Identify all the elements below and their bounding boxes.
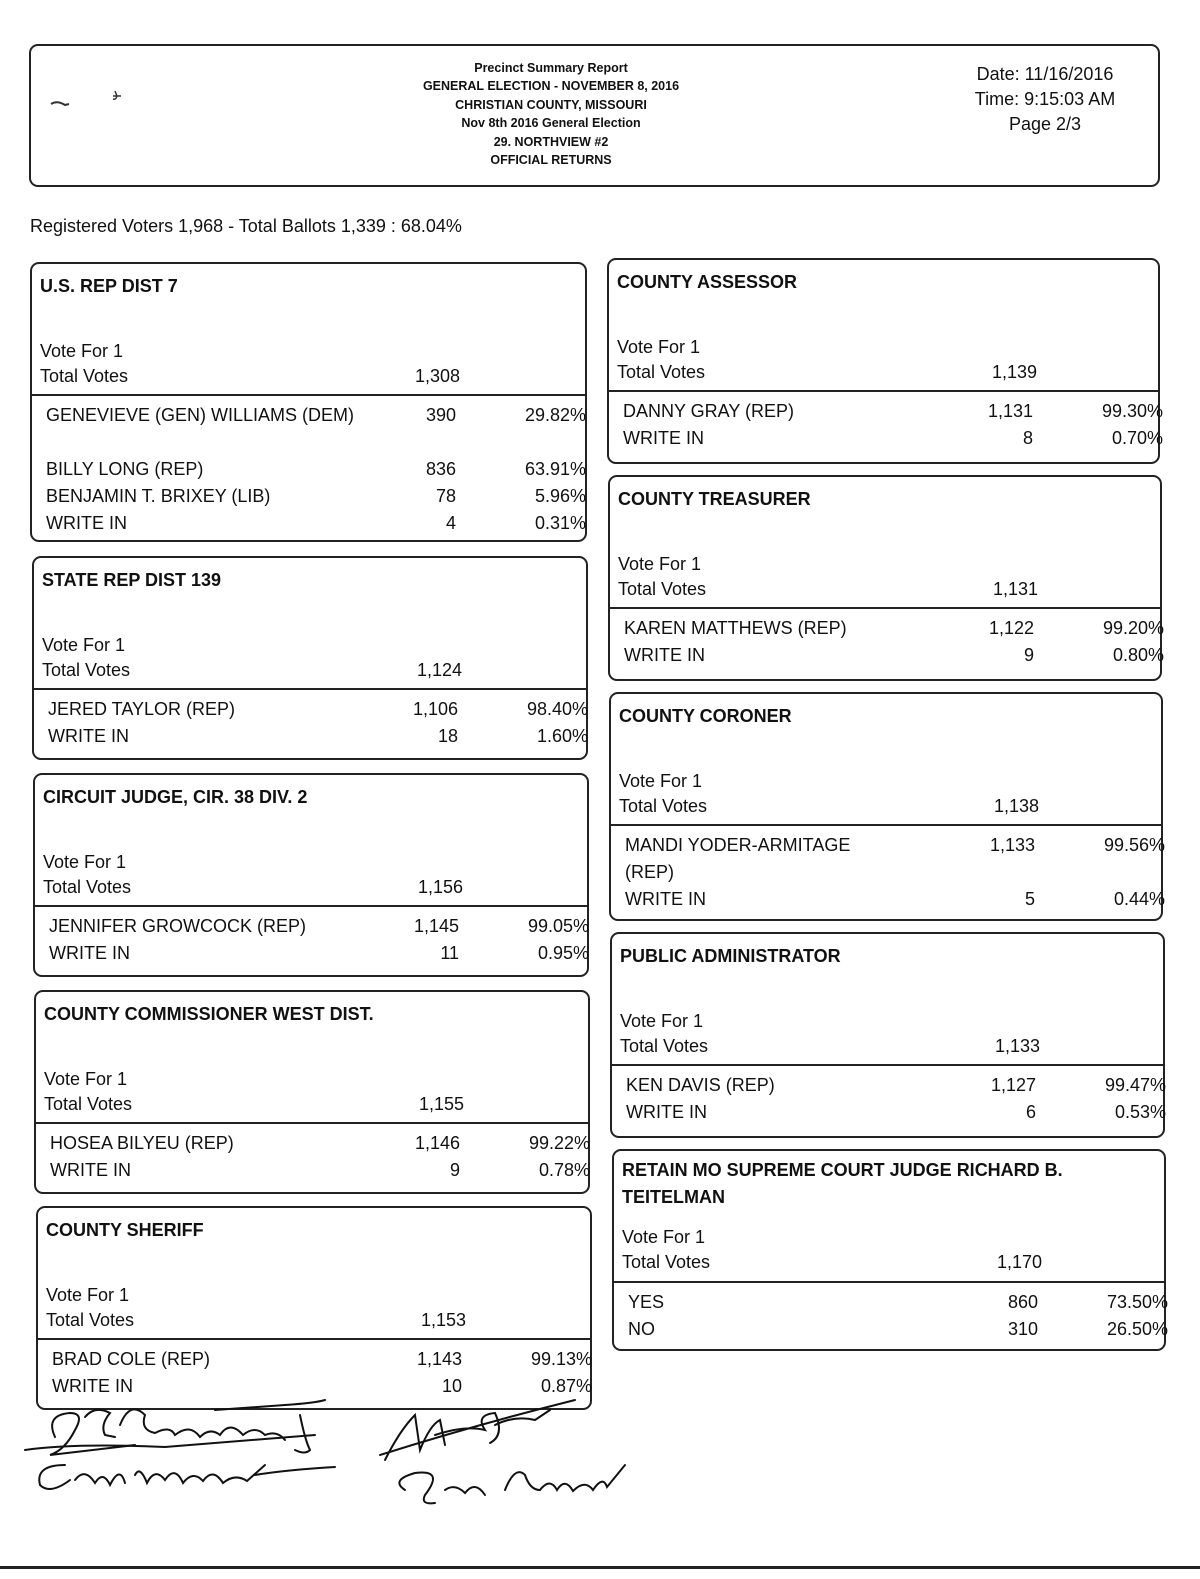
total-votes-label: Total Votes xyxy=(40,366,129,386)
divider xyxy=(614,1281,1164,1283)
divider xyxy=(610,607,1160,609)
candidate-row xyxy=(624,642,1164,669)
candidate-row xyxy=(626,1099,1166,1126)
total-votes-label: Total Votes xyxy=(620,1036,709,1056)
race-box xyxy=(36,1206,592,1410)
candidate-name: WRITE IN xyxy=(624,645,705,665)
candidate-votes: 9 xyxy=(1023,645,1034,665)
candidate-row xyxy=(50,1157,590,1184)
candidate-row xyxy=(625,832,1165,886)
vote-for-label: Vote For 1 xyxy=(622,1227,706,1247)
candidate-row xyxy=(48,723,588,750)
race-title: COUNTY TREASURER xyxy=(618,489,811,509)
total-votes-value: 1,138 xyxy=(993,796,1039,816)
report-meta xyxy=(940,62,1150,137)
report-date: Date: 11/16/2016 xyxy=(976,64,1114,84)
divider xyxy=(36,1122,588,1124)
candidate-row xyxy=(628,1316,1168,1343)
race-box xyxy=(34,990,590,1194)
candidate-votes: 390 xyxy=(425,405,456,425)
page-number: Page 2/3 xyxy=(1008,114,1082,134)
candidate-row xyxy=(46,402,586,456)
candidate-votes: 1,127 xyxy=(990,1075,1036,1095)
returns-status: OFFICIAL RETURNS xyxy=(490,153,612,168)
candidate-percent: 0.70% xyxy=(1111,428,1163,448)
total-votes-value: 1,124 xyxy=(416,660,462,680)
candidate-row xyxy=(46,510,586,537)
candidate-row xyxy=(624,615,1164,642)
race-title: COUNTY ASSESSOR xyxy=(617,272,798,292)
candidate-votes: 1,145 xyxy=(413,916,459,936)
vote-for-label: Vote For 1 xyxy=(43,852,127,872)
candidate-name: BILLY LONG (REP) xyxy=(46,459,204,479)
candidate-row xyxy=(626,1072,1166,1099)
divider xyxy=(35,905,587,907)
race-box xyxy=(607,258,1163,464)
vote-for-label: Vote For 1 xyxy=(617,337,701,357)
report-title-block xyxy=(331,59,771,169)
race-box xyxy=(610,932,1165,1138)
candidate-name: BENJAMIN T. BRIXEY (LIB) xyxy=(46,486,271,506)
candidate-name: WRITE IN xyxy=(623,428,704,448)
race-box xyxy=(32,556,588,760)
race-title: STATE REP DIST 139 xyxy=(42,570,222,590)
candidate-name: KAREN MATTHEWS (REP) xyxy=(624,618,847,638)
total-votes-value: 1,308 xyxy=(414,366,460,386)
candidate-votes: 10 xyxy=(441,1376,462,1396)
election-label: Nov 8th 2016 General Election xyxy=(461,116,641,131)
candidate-row xyxy=(623,425,1163,452)
scan-mark-icon xyxy=(47,88,127,118)
report-time: Time: 9:15:03 AM xyxy=(974,89,1116,109)
candidate-votes: 1,146 xyxy=(414,1133,460,1153)
total-votes-value: 1,139 xyxy=(991,362,1037,382)
candidate-row xyxy=(625,886,1165,913)
candidate-percent: 73.50% xyxy=(1106,1292,1168,1312)
candidate-name: MANDI YODER-ARMITAGE (REP) xyxy=(625,835,851,882)
total-votes-value: 1,133 xyxy=(994,1036,1040,1056)
candidate-percent: 0.87% xyxy=(540,1376,592,1396)
candidate-percent: 99.56% xyxy=(1103,835,1165,855)
divider xyxy=(611,824,1161,826)
candidate-row xyxy=(623,398,1163,425)
total-votes-label: Total Votes xyxy=(44,1094,133,1114)
candidate-votes: 5 xyxy=(1024,889,1035,909)
vote-for-label: Vote For 1 xyxy=(44,1069,128,1089)
candidate-percent: 99.47% xyxy=(1104,1075,1166,1095)
vote-for-label: Vote For 1 xyxy=(42,635,126,655)
race-title: RETAIN MO SUPREME COURT JUDGE RICHARD B. TEITELMAN xyxy=(622,1160,1063,1207)
candidate-name: WRITE IN xyxy=(625,889,706,909)
candidate-list xyxy=(52,1346,592,1400)
candidate-name: WRITE IN xyxy=(46,513,127,533)
candidate-row xyxy=(48,696,588,723)
candidate-votes: 836 xyxy=(425,459,456,479)
candidate-name: BRAD COLE (REP) xyxy=(52,1349,211,1369)
candidate-percent: 0.78% xyxy=(538,1160,590,1180)
vote-for-label: Vote For 1 xyxy=(46,1285,130,1305)
candidate-votes: 11 xyxy=(440,943,459,963)
candidate-name: KEN DAVIS (REP) xyxy=(626,1075,775,1095)
page-bottom-rule xyxy=(0,1566,1200,1569)
candidate-percent: 98.40% xyxy=(526,699,588,719)
signature-right xyxy=(375,1395,635,1520)
registered-voters-summary: Registered Voters 1,968 - Total Ballots 1,339 : 68.04% xyxy=(30,216,462,236)
race-title: U.S. REP DIST 7 xyxy=(40,276,178,296)
race-title: PUBLIC ADMINISTRATOR xyxy=(620,946,841,966)
candidate-percent: 0.53% xyxy=(1114,1102,1166,1122)
candidate-votes: 4 xyxy=(445,513,456,533)
race-title: COUNTY COMMISSIONER WEST DIST. xyxy=(44,1004,374,1024)
candidate-percent: 5.96% xyxy=(534,486,586,506)
race-title: COUNTY SHERIFF xyxy=(46,1220,204,1240)
candidate-votes: 1,122 xyxy=(988,618,1034,638)
total-votes-label: Total Votes xyxy=(619,796,708,816)
precinct-name: 29. NORTHVIEW #2 xyxy=(493,134,609,149)
candidate-percent: 99.20% xyxy=(1102,618,1164,638)
divider xyxy=(34,688,586,690)
divider xyxy=(38,1338,590,1340)
election-name: GENERAL ELECTION - NOVEMBER 8, 2016 xyxy=(422,79,680,94)
candidate-percent: 99.05% xyxy=(527,916,589,936)
candidate-votes: 1,106 xyxy=(412,699,458,719)
candidate-list xyxy=(49,913,589,967)
candidate-percent: 0.44% xyxy=(1113,889,1165,909)
total-votes-label: Total Votes xyxy=(622,1252,711,1272)
candidate-name: GENEVIEVE (GEN) WILLIAMS (DEM) xyxy=(46,405,355,425)
report-title: Precinct Summary Report xyxy=(474,61,628,75)
race-box xyxy=(608,475,1162,681)
race-box xyxy=(30,262,587,542)
candidate-row xyxy=(52,1346,592,1373)
candidate-votes: 310 xyxy=(1007,1319,1038,1339)
candidate-list xyxy=(623,398,1163,452)
candidate-list xyxy=(46,402,586,537)
candidate-percent: 0.95% xyxy=(537,943,589,963)
candidate-votes: 860 xyxy=(1007,1292,1038,1312)
candidate-percent: 29.82% xyxy=(524,405,586,425)
report-header xyxy=(29,44,1160,187)
candidate-row xyxy=(49,913,589,940)
candidate-percent: 0.31% xyxy=(534,513,586,533)
candidate-percent: 0.80% xyxy=(1112,645,1164,665)
candidate-votes: 8 xyxy=(1022,428,1033,448)
total-votes-value: 1,153 xyxy=(420,1310,466,1330)
county-name: CHRISTIAN COUNTY, MISSOURI xyxy=(455,97,647,112)
total-votes-value: 1,170 xyxy=(996,1252,1042,1272)
candidate-row xyxy=(49,940,589,967)
total-votes-value: 1,155 xyxy=(418,1094,464,1114)
vote-for-label: Vote For 1 xyxy=(619,771,703,791)
total-votes-label: Total Votes xyxy=(618,579,707,599)
race-title: CIRCUIT JUDGE, CIR. 38 DIV. 2 xyxy=(43,787,308,807)
candidate-votes: 6 xyxy=(1025,1102,1036,1122)
candidate-list xyxy=(625,832,1165,913)
divider xyxy=(32,394,585,396)
candidate-name: WRITE IN xyxy=(52,1376,133,1396)
total-votes-value: 1,131 xyxy=(992,579,1038,599)
candidate-list xyxy=(624,615,1164,669)
candidate-votes: 78 xyxy=(435,486,456,506)
vote-for-label: Vote For 1 xyxy=(620,1011,704,1031)
candidate-name: NO xyxy=(628,1319,655,1339)
candidate-name: JERED TAYLOR (REP) xyxy=(48,699,236,719)
candidate-name: DANNY GRAY (REP) xyxy=(623,401,795,421)
candidate-row xyxy=(628,1289,1168,1316)
race-box xyxy=(33,773,589,977)
divider xyxy=(609,390,1158,392)
signature-left xyxy=(15,1395,345,1505)
candidate-name: JENNIFER GROWCOCK (REP) xyxy=(49,916,307,936)
candidate-name: HOSEA BILYEU (REP) xyxy=(50,1133,234,1153)
candidate-row xyxy=(46,483,586,510)
candidate-row xyxy=(50,1130,590,1157)
candidate-votes: 18 xyxy=(437,726,458,746)
candidate-percent: 99.30% xyxy=(1101,401,1163,421)
vote-for-label: Vote For 1 xyxy=(618,554,702,574)
race-box xyxy=(609,692,1163,921)
candidate-name: WRITE IN xyxy=(626,1102,707,1122)
candidate-votes: 1,131 xyxy=(987,401,1033,421)
candidate-votes: 1,133 xyxy=(989,835,1035,855)
candidate-percent: 26.50% xyxy=(1106,1319,1168,1339)
total-votes-value: 1,156 xyxy=(417,877,463,897)
total-votes-label: Total Votes xyxy=(42,660,131,680)
candidate-votes: 1,143 xyxy=(416,1349,462,1369)
candidate-percent: 99.13% xyxy=(530,1349,592,1369)
race-box xyxy=(612,1149,1166,1351)
candidate-list xyxy=(628,1289,1168,1343)
candidate-votes: 9 xyxy=(449,1160,460,1180)
vote-for-label: Vote For 1 xyxy=(40,341,124,361)
candidate-percent: 63.91% xyxy=(524,459,586,479)
candidate-percent: 99.22% xyxy=(528,1133,590,1153)
candidate-list xyxy=(48,696,588,750)
candidate-list xyxy=(626,1072,1166,1126)
total-votes-label: Total Votes xyxy=(617,362,706,382)
candidate-name: YES xyxy=(628,1292,665,1312)
divider xyxy=(612,1064,1163,1066)
candidate-percent: 1.60% xyxy=(536,726,588,746)
candidate-name: WRITE IN xyxy=(49,943,130,963)
race-title: COUNTY CORONER xyxy=(619,706,792,726)
candidate-list xyxy=(50,1130,590,1184)
candidate-name: WRITE IN xyxy=(48,726,129,746)
total-votes-label: Total Votes xyxy=(43,877,132,897)
total-votes-label: Total Votes xyxy=(46,1310,135,1330)
candidate-name: WRITE IN xyxy=(50,1160,131,1180)
candidate-row xyxy=(46,456,586,483)
